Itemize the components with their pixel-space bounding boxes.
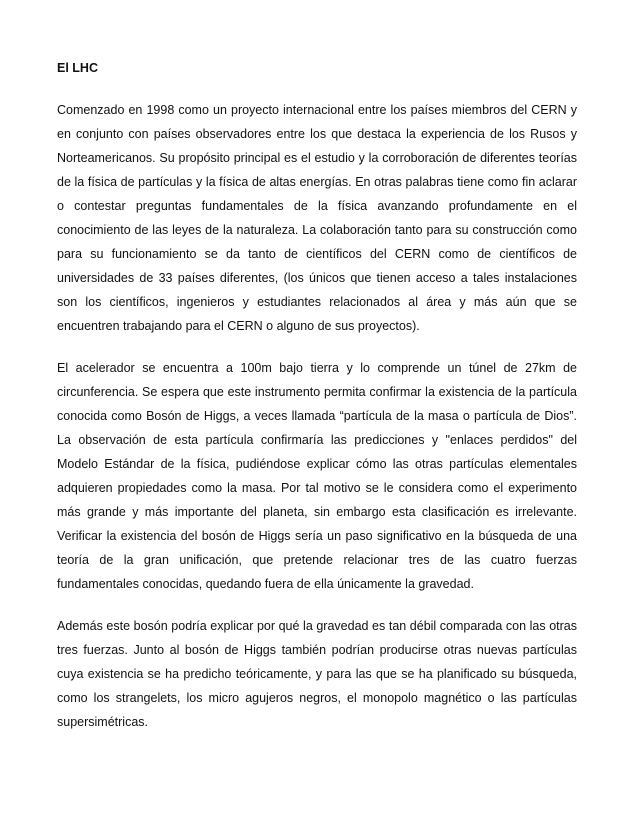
paragraph-3: Además este bosón podría explicar por qué la gravedad es tan débil comparada con las otras tres fuerzas. Junto al bosón de Higgs también podrían producirse otras nuevas partículas cuya existencia se ha predicho teóricamente, y para las que se ha planificado su búsqueda, como los strangelets, los micro agujeros negros, el monopolo magnético o las partículas supersimétricas.: [57, 619, 577, 729]
document-page: [57, 56, 577, 752]
paragraph-2: El acelerador se encuentra a 100m bajo tierra y lo comprende un túnel de 27km de circunferencia. Se espera que este instrumento permita confirmar la existencia de la partícula conocida como Bosón de Higgs, a veces llamada “partícula de la masa o partícula de Dios”. La observación de esta partícula confirmaría las predicciones y "enlaces perdidos" del Modelo Estándar de la física, pudiéndose explicar cómo las otras partículas elementales adquieren propiedades como la masa. Por tal motivo se le considera como el experimento más grande y más importante del planeta, sin embargo esta clasificación es irrelevante. Verificar la existencia del bosón de Higgs sería un paso significativo en la búsqueda de una teoría de la gran unificación, que pretende relacionar tres de las cuatro fuerzas fundamentales conocidas, quedando fuera de ella únicamente la gravedad.: [57, 361, 577, 591]
document-title: El LHC: [57, 61, 98, 75]
paragraph-1: Comenzado en 1998 como un proyecto internacional entre los países miembros del CERN y en conjunto con países observadores entre los que destaca la experiencia de los Rusos y Norteamericanos. Su propósito principal es el estudio y la corroboración de diferentes teorías de la física de partículas y la física de altas energías. En otras palabras tiene como fin aclarar o contestar preguntas fundamentales de la física avanzando profundamente en el conocimiento de las leyes de la naturaleza. La colaboración tanto para su construcción como para su funcionamiento se da tanto de científicos del CERN como de científicos de universidades de 33 países diferentes, (los únicos que tienen acceso a tales instalaciones son los científicos, ingenieros y estudiantes relacionados al área y más aún que se encuentren trabajando para el CERN o alguno de sus proyectos).: [57, 103, 577, 333]
